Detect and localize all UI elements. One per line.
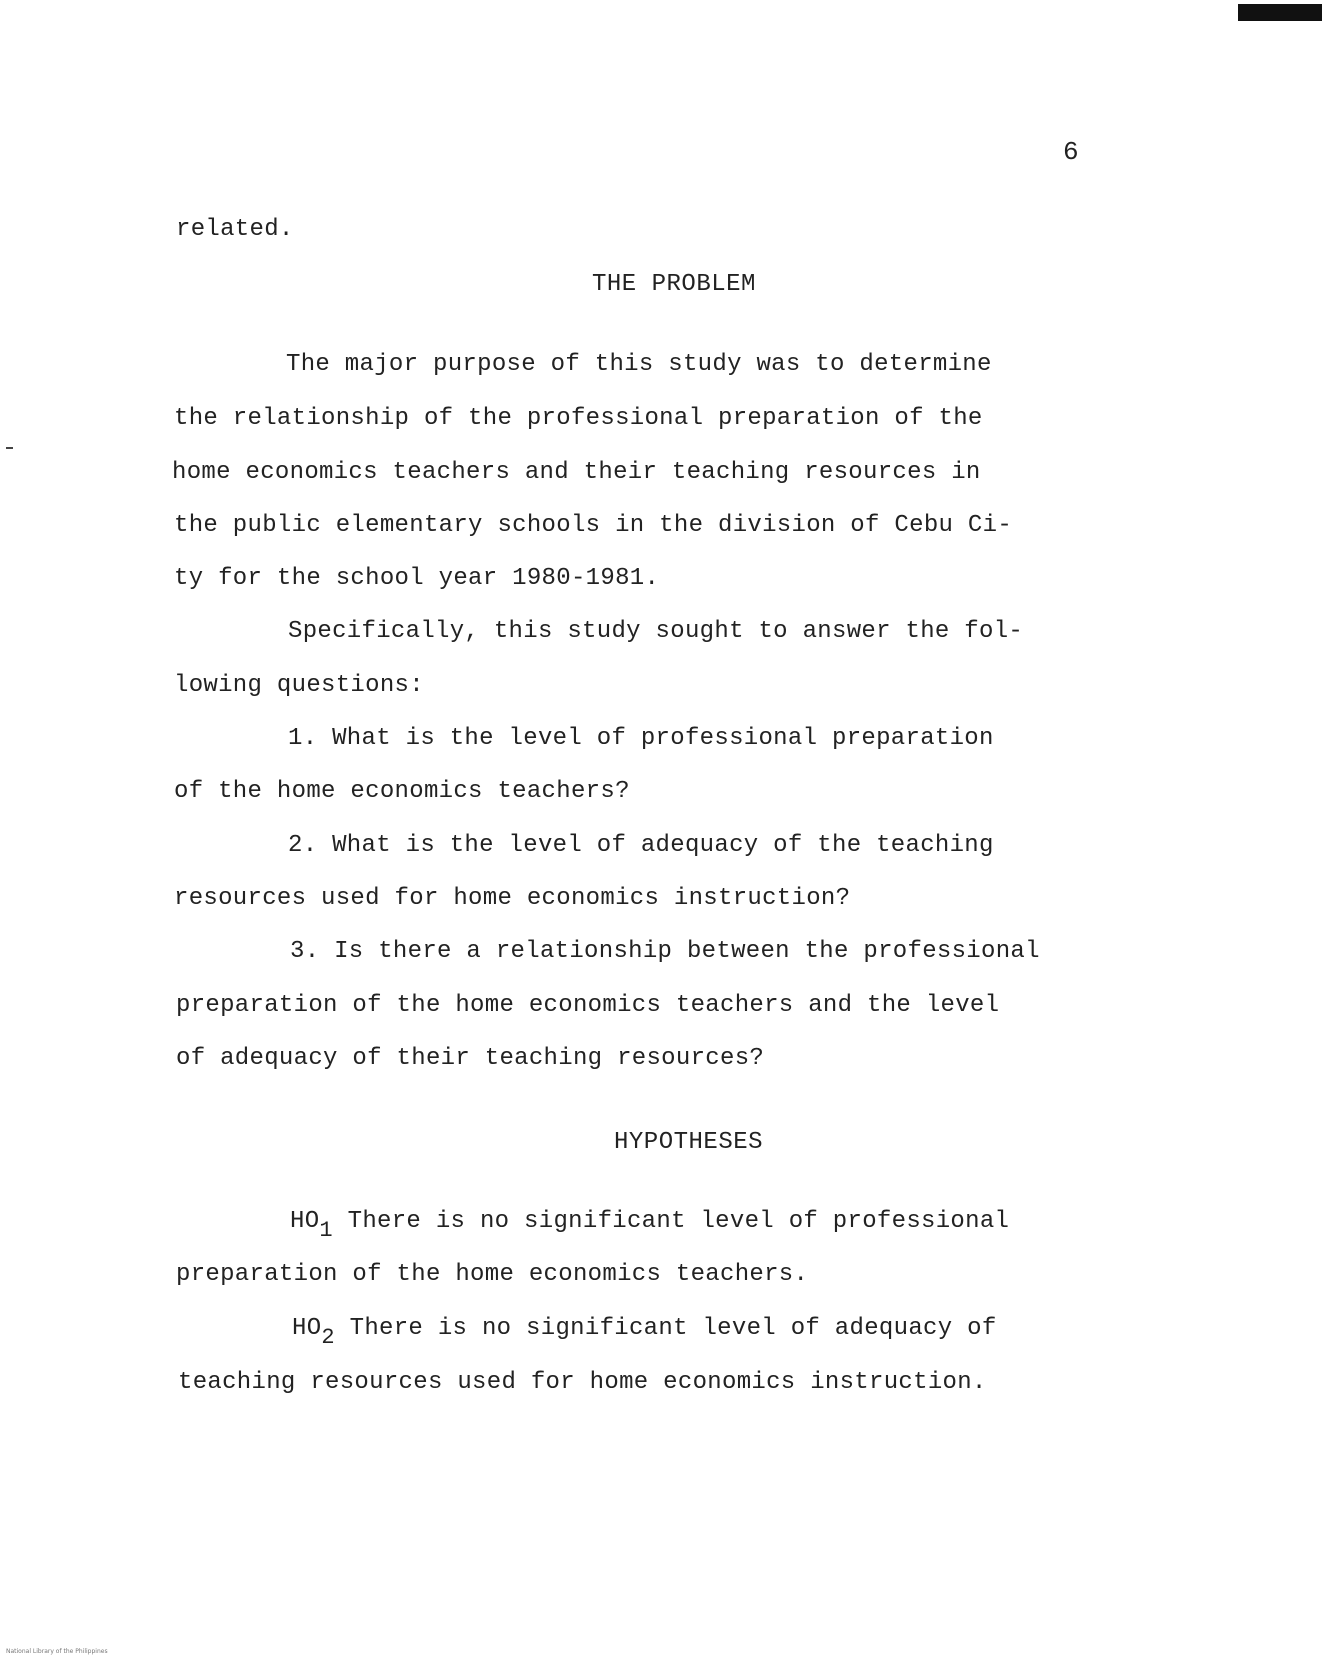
problem-paragraph-line: the relationship of the professional preparation of the [174, 405, 983, 432]
question-2-line: resources used for home economics instruction? [174, 885, 851, 912]
hypothesis-1-label: HO [290, 1208, 320, 1235]
question-3-line: of adequacy of their teaching resources? [176, 1045, 765, 1072]
question-2-line: 2. What is the level of adequacy of the teaching [288, 832, 994, 859]
page-number: 6 [1063, 137, 1079, 167]
scan-footer-text: National Library of the Philippines [6, 1648, 108, 1655]
hypotheses-heading: HYPOTHESES [614, 1129, 764, 1156]
questions-intro-line: Specifically, this study sought to answer the fol- [288, 618, 1024, 645]
problem-paragraph-line: ty for the school year 1980-1981. [174, 565, 660, 592]
opening-fragment: related. [176, 216, 294, 243]
question-3-line: preparation of the home economics teachers and the level [176, 992, 1000, 1019]
hypothesis-2-continuation: teaching resources used for home economics instruction. [178, 1369, 987, 1396]
problem-paragraph-line: home economics teachers and their teaching resources in [172, 459, 981, 486]
problem-heading: THE PROBLEM [592, 271, 756, 298]
hypothesis-1-subscript: 1 [319, 1218, 333, 1243]
hypothesis-2-label: HO [292, 1315, 322, 1342]
hypothesis-1-text: There is no significant level of professional [332, 1208, 1010, 1235]
questions-intro-line: lowing questions: [174, 672, 424, 699]
scan-edge-mark [1238, 4, 1322, 21]
problem-paragraph-line: the public elementary schools in the division of Cebu Ci- [174, 512, 1013, 539]
question-1-line: of the home economics teachers? [174, 778, 630, 805]
question-1-line: 1. What is the level of professional preparation [288, 725, 994, 752]
hypothesis-1-line [290, 1207, 1010, 1243]
problem-paragraph-line: The major purpose of this study was to determine [286, 351, 992, 378]
hypothesis-2-subscript: 2 [321, 1325, 335, 1350]
question-3-line: 3. Is there a relationship between the professional [290, 938, 1040, 965]
hypothesis-2-line [292, 1314, 997, 1350]
margin-mark [6, 447, 13, 449]
hypothesis-2-text: There is no significant level of adequacy of [334, 1315, 997, 1342]
hypothesis-1-continuation: preparation of the home economics teachers. [176, 1261, 809, 1288]
